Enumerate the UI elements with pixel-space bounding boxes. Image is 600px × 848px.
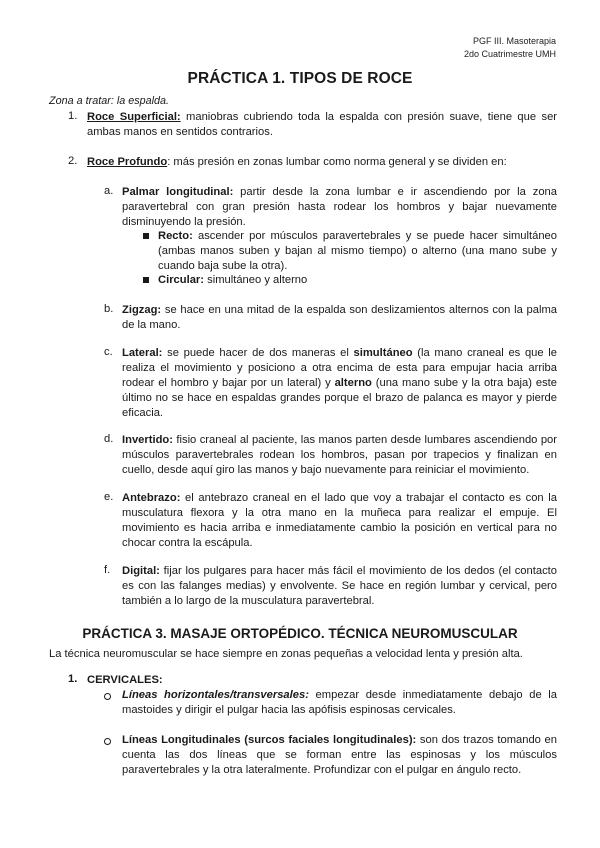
item-number: 1.: [68, 110, 78, 122]
section-title: PRÁCTICA 3. MASAJE ORTOPÉDICO. TÉCNICA NEUROMUSCULAR: [82, 626, 518, 641]
section-intro: La técnica neuromuscular se hace siempre en zonas pequeñas a velocidad lenta y presión alta.: [49, 648, 523, 660]
square-bullet-icon: [143, 233, 149, 239]
lineas-longitudinales-label: Líneas Longitudinales (surcos faciales longitudinales):: [122, 734, 417, 746]
circular-paragraph: [158, 273, 557, 288]
lineas-longitudinales-text: son dos trazos tomando en cuenta las dos líneas que se forman entre las espinosas y los músculos paravertebrales y la otra lateralmente. Profundizar con el pulgar en ángulo recto.: [122, 734, 557, 776]
antebrazo-text: el antebrazo craneal en el lado que voy a trabajar el contacto es con la musculatura flexora y la otra mano en la muñeca para realizar el empuje. El movimiento es hacia arriba e inmediatamente cambio la posición en vertical para no chocar contra la escápula.: [122, 492, 557, 549]
lateral-text-1: se puede hacer de dos maneras el: [162, 347, 354, 359]
zigzag-text: se hace en una mitad de la espalda son deslizamientos alternos con la palma de la mano.: [122, 304, 557, 331]
recto-text: ascender por músculos paravertebrales y se puede hacer simultáneo (ambas manos suben y bajan al mismo tiempo) o alterno (una mano sube y cuando baja sube la otra).: [158, 230, 557, 272]
zona-text: Zona a tratar: la espalda.: [49, 95, 170, 107]
palmar-longitudinal-paragraph: [122, 185, 557, 230]
digital-label: Digital:: [122, 565, 160, 577]
lineas-horizontales-paragraph: [122, 688, 557, 718]
lineas-longitudinales-paragraph: [122, 733, 557, 778]
roce-superficial-label: Roce Superficial:: [87, 111, 181, 123]
zigzag-label: Zigzag:: [122, 304, 162, 316]
sub-letter: f.: [104, 564, 111, 576]
zigzag-paragraph: [122, 303, 557, 333]
palmar-text: partir desde la zona lumbar e ir ascendiendo por la zona paravertebral con gran presión hasta rodear los hombros y bajar nuevamente disminuyendo la presión.: [122, 186, 557, 228]
roce-superficial-paragraph: [87, 110, 557, 140]
roce-superficial-text: maniobras cubriendo toda la espalda con presión suave, tiene que ser ambas manos en sentidos contrarios.: [87, 111, 558, 138]
circular-label: Circular:: [158, 274, 205, 286]
antebrazo-label: Antebrazo:: [122, 492, 181, 504]
invertido-label: Invertido:: [122, 434, 173, 446]
lateral-text-2: (la mano craneal es que le realiza el movimiento y posiciono a otra encima de esta para empujar hacia arriba rodear el hombro y bajar por un lateral) y: [122, 347, 557, 389]
course-header: [464, 35, 556, 61]
item-number: 1.: [68, 673, 78, 685]
circle-bullet-icon: [104, 693, 111, 700]
course-term: 2do Cuatrimestre UMH: [463, 49, 556, 59]
recto-label: Recto:: [158, 230, 193, 242]
lateral-alterno: alterno: [334, 377, 372, 389]
page-title: PRÁCTICA 1. TIPOS DE ROCE: [187, 70, 413, 87]
invertido-paragraph: [122, 433, 557, 478]
palmar-label: Palmar longitudinal:: [122, 186, 234, 198]
roce-profundo-paragraph: [87, 155, 557, 170]
roce-profundo-label: Roce Profundo: [87, 156, 168, 168]
lineas-horizontales-text: empezar desde inmediatamente debajo de la mastoides y dirigir el pulgar hacia las apófisis espinosas cervicales.: [122, 689, 557, 716]
lineas-horizontales-label: Líneas horizontales/transversales:: [122, 689, 309, 701]
digital-paragraph: [122, 564, 557, 609]
lateral-text-3: (una mano sube y la otra baja) este último no se hace en espaldas grandes porque el brazo de palanca es mayor y pierde eficacia.: [122, 377, 557, 419]
lateral-label: Lateral:: [122, 347, 163, 359]
roce-profundo-text: : más presión en zonas lumbar como norma general y se dividen en:: [167, 156, 507, 168]
circular-text: simultáneo y alterno: [204, 274, 308, 286]
sub-letter: e.: [104, 491, 114, 503]
sub-letter: c.: [104, 346, 113, 358]
sub-letter: d.: [104, 433, 114, 445]
sub-letter: a.: [104, 185, 114, 197]
circle-bullet-icon: [104, 738, 111, 745]
recto-paragraph: [158, 229, 557, 274]
digital-text: fijar los pulgares para hacer más fácil el movimiento de los dedos (el contacto es con las falanges medias) y envolvente. Se hace en región lumbar y cervical, pero también a lo largo de la musculatura paravertebral.: [122, 565, 557, 607]
lateral-simultaneo: simultáneo: [353, 347, 413, 359]
cervicales-heading: CERVICALES:: [87, 674, 163, 686]
invertido-text: fisio craneal al paciente, las manos parten desde lumbares ascendiendo por músculos paravertebrales rodean los hombros, pasan por trapecios y finalizan en cuello, desde aquí giro las manos y bajo nuevamente para reiniciar el movimiento.: [122, 434, 557, 476]
square-bullet-icon: [143, 277, 149, 283]
course-title: PGF III. Masoterapia: [472, 36, 556, 46]
sub-letter: b.: [104, 303, 114, 315]
lateral-paragraph: [122, 346, 557, 421]
item-number: 2.: [68, 155, 78, 167]
antebrazo-paragraph: [122, 491, 557, 551]
